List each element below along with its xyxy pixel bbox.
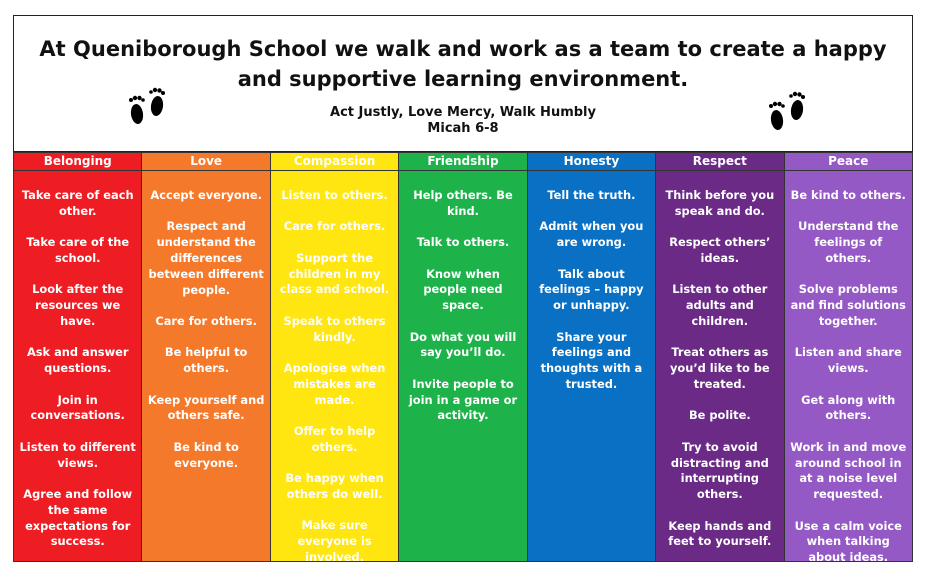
column-respect	[656, 153, 784, 561]
value-statement: Tell the truth.	[547, 188, 636, 202]
value-statement: Keep yourself and others safe.	[147, 392, 265, 423]
value-statement: Do what you will say you’ll do.	[409, 329, 517, 360]
page-title: At Queniborough School we walk and work as a team to create a happy and supportive learning environment.	[39, 37, 887, 91]
column-body	[142, 171, 269, 561]
value-statement: Take care of the school.	[26, 235, 130, 265]
value-statement: Offer to help others.	[293, 423, 376, 454]
value-statement: Respect others’ ideas.	[669, 235, 771, 265]
value-statement: Help others. Be kind.	[413, 188, 513, 218]
column-body	[785, 171, 912, 582]
value-statement: Care for others.	[283, 219, 386, 234]
value-statement: Apologise when mistakes are made.	[283, 360, 386, 407]
column-heading: Compassion	[271, 153, 398, 171]
column-peace	[785, 153, 912, 565]
value-statement: Work in and move around school in at a noise level requested.	[790, 439, 907, 502]
value-statement: Admit when you are wrong.	[539, 219, 644, 250]
value-statement: Speak to others kindly.	[283, 313, 386, 344]
value-statement: Listen to other adults and children.	[672, 282, 768, 328]
value-statement: Listen to different views.	[19, 439, 136, 470]
value-statement: Treat others as you’d like to be treated.	[669, 345, 770, 391]
value-statement: Listen and share views.	[794, 345, 902, 376]
value-statement: Talk about feelings – happy or unhappy.	[539, 266, 644, 313]
column-body	[271, 171, 398, 581]
value-statement: Be polite.	[688, 408, 751, 423]
column-honesty	[528, 153, 656, 561]
value-statement: Try to avoid distracting and interrupting others.	[670, 439, 769, 502]
value-statement: Share your feelings and thoughts with a trusted.	[540, 329, 643, 391]
value-statement: Be happy when others do well.	[285, 471, 384, 501]
motto-line: Act Justly, Love Mercy, Walk Humbly	[330, 105, 596, 120]
column-belonging	[14, 153, 142, 561]
value-statement: Think before you speak and do.	[665, 188, 775, 218]
value-statement: Be kind to everyone.	[173, 439, 239, 470]
value-statement: Make sure everyone is involved.	[297, 518, 372, 564]
value-statement: Solve problems and find solutions together.	[790, 282, 906, 328]
value-statement: Use a calm voice when talking about ideas.	[794, 518, 902, 565]
value-statement: Take care of each other.	[21, 188, 134, 218]
value-statement: Be kind to others.	[790, 188, 906, 202]
value-statement: Be helpful to others.	[164, 345, 248, 376]
column-body	[656, 171, 783, 566]
value-statement: Agree and follow the same expectations for success.	[23, 486, 133, 549]
column-body	[14, 171, 141, 566]
value-statement: Ask and answer questions.	[26, 345, 129, 376]
value-statement: Talk to others.	[416, 235, 510, 250]
value-statement: Look after the resources we have.	[32, 282, 124, 328]
column-heading: Love	[142, 153, 269, 171]
value-statement: Listen to others.	[281, 188, 388, 202]
motto-reference: Micah 6-8	[427, 121, 499, 136]
value-statement: Understand the feelings of others.	[798, 219, 899, 265]
value-statement: Keep hands and feet to yourself.	[668, 518, 772, 549]
value-statement: Accept everyone.	[150, 188, 262, 202]
motto	[14, 105, 912, 137]
value-statement: Get along with others.	[801, 392, 896, 423]
column-heading: Peace	[785, 153, 912, 171]
column-heading: Respect	[656, 153, 783, 171]
value-statement: Join in conversations.	[30, 392, 125, 423]
column-heading: Honesty	[528, 153, 655, 171]
column-heading: Friendship	[399, 153, 526, 171]
value-statement: Invite people to join in a game or activity.	[408, 376, 518, 423]
column-heading: Belonging	[14, 153, 141, 171]
value-statement: Support the children in my class and school.	[279, 250, 390, 297]
header-panel	[13, 15, 913, 152]
value-statement: Know when people need space.	[423, 266, 503, 313]
column-compassion	[271, 153, 399, 564]
values-columns	[13, 152, 913, 565]
column-body	[399, 171, 526, 561]
column-friendship	[399, 153, 527, 561]
value-statement: Care for others.	[155, 313, 257, 328]
value-statement: Respect and understand the differences between different people.	[148, 219, 264, 297]
column-love	[142, 153, 270, 561]
column-body	[528, 171, 655, 561]
